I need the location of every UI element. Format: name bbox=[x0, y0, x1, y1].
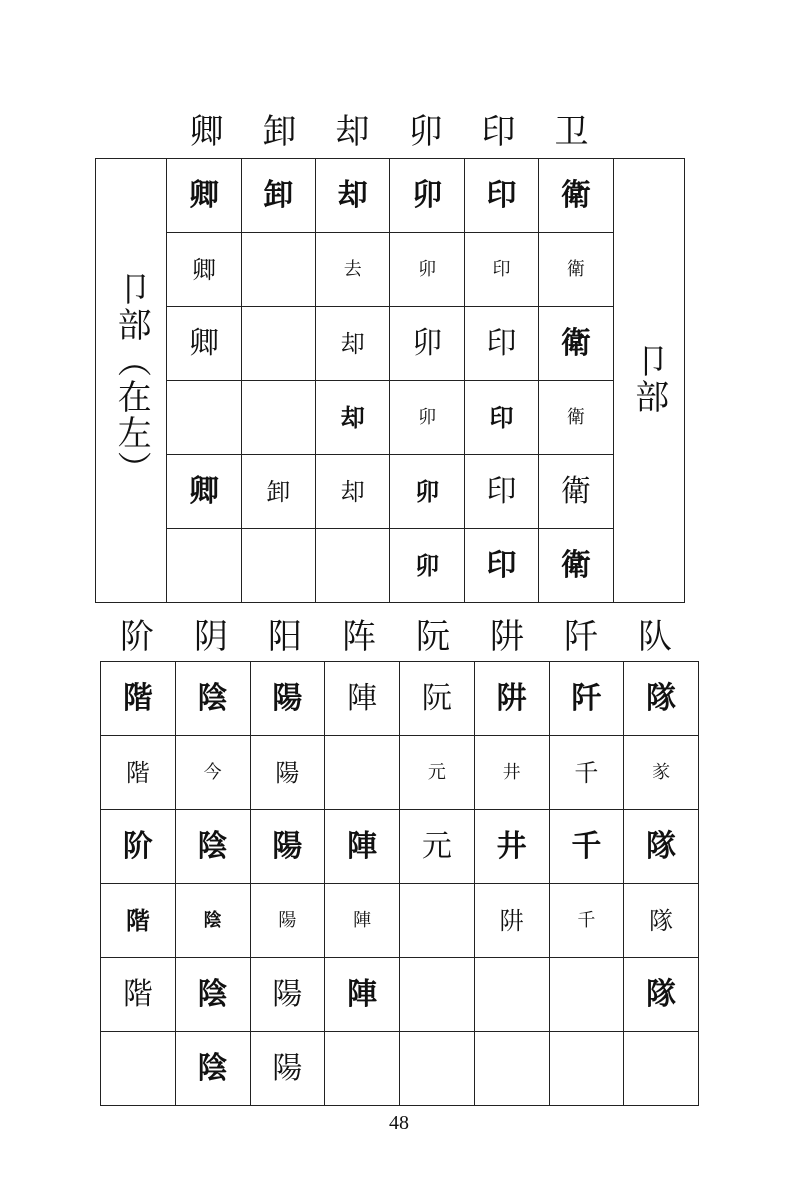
glyph-cell bbox=[325, 1032, 400, 1106]
seal-glyph: 階 bbox=[122, 976, 153, 1012]
glyph-cell bbox=[390, 159, 464, 233]
glyph-cell bbox=[250, 736, 325, 810]
seal-glyph: 井 bbox=[502, 761, 521, 783]
glyph-cell bbox=[316, 159, 390, 233]
header-char: 阴 bbox=[194, 617, 228, 657]
glyph-cell bbox=[250, 810, 325, 884]
glyph-cell bbox=[316, 307, 390, 381]
glyph-cell bbox=[390, 381, 464, 455]
right-radical-label: 卩部 bbox=[628, 342, 669, 415]
header-char: 阶 bbox=[120, 617, 154, 657]
seal-glyph: 却 bbox=[340, 477, 365, 506]
glyph-cell bbox=[464, 381, 538, 455]
seal-glyph: 隊 bbox=[646, 680, 677, 716]
seal-glyph: 陣 bbox=[353, 909, 372, 931]
seal-glyph: 陽 bbox=[272, 976, 303, 1012]
seal-glyph: 陽 bbox=[275, 758, 300, 787]
glyph-cell bbox=[400, 662, 475, 736]
glyph-cell bbox=[175, 662, 250, 736]
glyph-cell bbox=[325, 662, 400, 736]
glyph-cell bbox=[167, 381, 241, 455]
glyph-cell bbox=[400, 958, 475, 1032]
seal-glyph: 印 bbox=[489, 402, 514, 432]
glyph-cell bbox=[167, 307, 241, 381]
glyph-cell bbox=[316, 233, 390, 307]
glyph-cell bbox=[539, 307, 613, 381]
glyph-cell bbox=[464, 455, 538, 529]
seal-glyph: 今 bbox=[203, 761, 222, 783]
seal-glyph: 陰 bbox=[197, 976, 228, 1012]
header-char: 阵 bbox=[342, 617, 376, 657]
header-char: 卯 bbox=[408, 112, 443, 152]
glyph-cell bbox=[175, 810, 250, 884]
seal-glyph: 千 bbox=[574, 758, 599, 787]
section2-glyph-table bbox=[100, 661, 699, 1106]
seal-glyph: 卯 bbox=[415, 476, 440, 506]
glyph-cell bbox=[325, 736, 400, 810]
page-number: 48 bbox=[389, 1112, 409, 1134]
glyph-cell bbox=[464, 159, 538, 233]
header-char: 阳 bbox=[268, 617, 302, 657]
seal-glyph: 却 bbox=[340, 329, 365, 358]
header-char: 卸 bbox=[262, 112, 297, 152]
section1-header-row bbox=[170, 112, 608, 152]
header-char: 卫 bbox=[554, 112, 589, 152]
header-char: 卿 bbox=[189, 112, 224, 152]
glyph-cell bbox=[474, 958, 549, 1032]
glyph-cell bbox=[316, 381, 390, 455]
seal-glyph: 卿 bbox=[189, 177, 220, 213]
glyph-cell bbox=[250, 884, 325, 958]
glyph-cell bbox=[400, 736, 475, 810]
glyph-cell bbox=[241, 529, 315, 603]
glyph-cell bbox=[464, 529, 538, 603]
seal-glyph: 陰 bbox=[197, 828, 228, 864]
glyph-cell bbox=[101, 884, 176, 958]
glyph-cell bbox=[549, 810, 624, 884]
header-char: 印 bbox=[481, 112, 516, 152]
seal-glyph: 千 bbox=[577, 909, 596, 931]
glyph-cell bbox=[390, 529, 464, 603]
seal-glyph: 却 bbox=[340, 402, 365, 432]
glyph-cell bbox=[539, 529, 613, 603]
glyph-cell bbox=[549, 1032, 624, 1106]
glyph-cell bbox=[250, 662, 325, 736]
header-char: 阮 bbox=[416, 617, 450, 657]
glyph-cell bbox=[250, 958, 325, 1032]
seal-glyph: 衛 bbox=[560, 325, 591, 361]
seal-glyph: 阱 bbox=[496, 680, 527, 716]
glyph-cell bbox=[624, 884, 699, 958]
seal-glyph: 陽 bbox=[272, 828, 303, 864]
seal-glyph: 阡 bbox=[571, 680, 602, 716]
glyph-cell bbox=[167, 455, 241, 529]
header-char: 阱 bbox=[490, 617, 524, 657]
seal-glyph: 陽 bbox=[272, 680, 303, 716]
glyph-cell bbox=[624, 810, 699, 884]
glyph-cell bbox=[175, 736, 250, 810]
glyph-cell bbox=[539, 455, 613, 529]
glyph-cell bbox=[400, 810, 475, 884]
seal-glyph: 陽 bbox=[272, 1050, 303, 1086]
glyph-cell bbox=[549, 884, 624, 958]
seal-glyph: 元 bbox=[427, 761, 446, 783]
left-radical-label-cell bbox=[96, 159, 167, 603]
glyph-cell bbox=[101, 736, 176, 810]
glyph-cell bbox=[250, 1032, 325, 1106]
glyph-cell bbox=[474, 736, 549, 810]
seal-glyph: 井 bbox=[496, 828, 527, 864]
glyph-cell bbox=[101, 958, 176, 1032]
glyph-cell bbox=[474, 662, 549, 736]
glyph-cell bbox=[624, 1032, 699, 1106]
glyph-cell bbox=[167, 529, 241, 603]
header-char: 队 bbox=[638, 617, 672, 657]
seal-glyph: 陰 bbox=[197, 680, 228, 716]
seal-glyph: 衛 bbox=[560, 473, 591, 509]
seal-glyph: 陣 bbox=[347, 680, 378, 716]
seal-glyph: 陽 bbox=[278, 909, 297, 931]
seal-glyph: 衛 bbox=[560, 177, 591, 213]
section1-glyph-table bbox=[95, 158, 685, 603]
glyph-cell bbox=[167, 233, 241, 307]
right-radical-label-cell bbox=[613, 159, 684, 603]
seal-glyph: 印 bbox=[492, 258, 511, 280]
seal-glyph: 隊 bbox=[646, 976, 677, 1012]
glyph-cell bbox=[474, 1032, 549, 1106]
seal-glyph: 卿 bbox=[189, 325, 220, 361]
seal-glyph: 卿 bbox=[189, 473, 220, 509]
glyph-cell bbox=[464, 233, 538, 307]
glyph-cell bbox=[549, 662, 624, 736]
glyph-cell bbox=[624, 662, 699, 736]
glyph-cell bbox=[325, 810, 400, 884]
seal-glyph: 印 bbox=[486, 177, 517, 213]
header-char: 阡 bbox=[564, 617, 598, 657]
seal-glyph: 印 bbox=[486, 473, 517, 509]
glyph-cell bbox=[316, 455, 390, 529]
glyph-cell bbox=[474, 884, 549, 958]
glyph-cell bbox=[624, 736, 699, 810]
seal-glyph: 陣 bbox=[347, 976, 378, 1012]
glyph-cell bbox=[474, 810, 549, 884]
seal-glyph: 印 bbox=[486, 547, 517, 583]
section2-header-row bbox=[100, 617, 692, 657]
glyph-cell bbox=[390, 307, 464, 381]
glyph-cell bbox=[241, 455, 315, 529]
seal-glyph: 卯 bbox=[412, 325, 443, 361]
seal-glyph: 印 bbox=[486, 325, 517, 361]
glyph-cell bbox=[175, 958, 250, 1032]
left-radical-label: 卩部（在左） bbox=[111, 270, 152, 487]
seal-glyph: 卸 bbox=[266, 477, 291, 506]
seal-glyph: 衛 bbox=[566, 258, 585, 280]
glyph-cell bbox=[241, 307, 315, 381]
glyph-cell bbox=[175, 884, 250, 958]
seal-glyph: 陰 bbox=[203, 909, 222, 931]
seal-glyph: 阱 bbox=[499, 906, 524, 935]
glyph-cell bbox=[241, 159, 315, 233]
seal-glyph: 卯 bbox=[415, 550, 440, 580]
seal-glyph: 阶 bbox=[122, 828, 153, 864]
glyph-cell bbox=[325, 884, 400, 958]
seal-glyph: 隊 bbox=[649, 906, 674, 935]
glyph-cell bbox=[400, 884, 475, 958]
seal-glyph: 㒸 bbox=[652, 761, 671, 783]
glyph-cell bbox=[167, 159, 241, 233]
glyph-cell bbox=[539, 381, 613, 455]
seal-glyph: 千 bbox=[571, 828, 602, 864]
seal-glyph: 階 bbox=[125, 905, 150, 935]
glyph-cell bbox=[101, 810, 176, 884]
glyph-cell bbox=[175, 1032, 250, 1106]
seal-glyph: 却 bbox=[337, 177, 368, 213]
glyph-cell bbox=[101, 662, 176, 736]
glyph-cell bbox=[241, 233, 315, 307]
seal-glyph: 元 bbox=[421, 828, 452, 864]
seal-glyph: 隊 bbox=[646, 828, 677, 864]
glyph-cell bbox=[539, 159, 613, 233]
glyph-cell bbox=[241, 381, 315, 455]
seal-glyph: 阮 bbox=[421, 680, 452, 716]
glyph-cell bbox=[549, 958, 624, 1032]
glyph-cell bbox=[539, 233, 613, 307]
glyph-cell bbox=[316, 529, 390, 603]
glyph-cell bbox=[400, 1032, 475, 1106]
header-char: 却 bbox=[335, 112, 370, 152]
seal-glyph: 卯 bbox=[418, 258, 437, 280]
glyph-cell bbox=[390, 455, 464, 529]
seal-glyph: 階 bbox=[125, 758, 150, 787]
seal-glyph: 卯 bbox=[418, 406, 437, 428]
seal-glyph: 陣 bbox=[347, 828, 378, 864]
seal-glyph: 去 bbox=[343, 258, 362, 280]
seal-glyph: 卯 bbox=[412, 177, 443, 213]
glyph-cell bbox=[624, 958, 699, 1032]
seal-glyph: 卸 bbox=[263, 177, 294, 213]
seal-glyph: 卿 bbox=[192, 255, 217, 284]
seal-glyph: 衛 bbox=[560, 547, 591, 583]
seal-glyph: 陰 bbox=[197, 1050, 228, 1086]
glyph-cell bbox=[549, 736, 624, 810]
seal-glyph: 衛 bbox=[566, 406, 585, 428]
seal-glyph: 階 bbox=[122, 680, 153, 716]
glyph-cell bbox=[464, 307, 538, 381]
glyph-cell bbox=[390, 233, 464, 307]
glyph-cell bbox=[101, 1032, 176, 1106]
glyph-cell bbox=[325, 958, 400, 1032]
